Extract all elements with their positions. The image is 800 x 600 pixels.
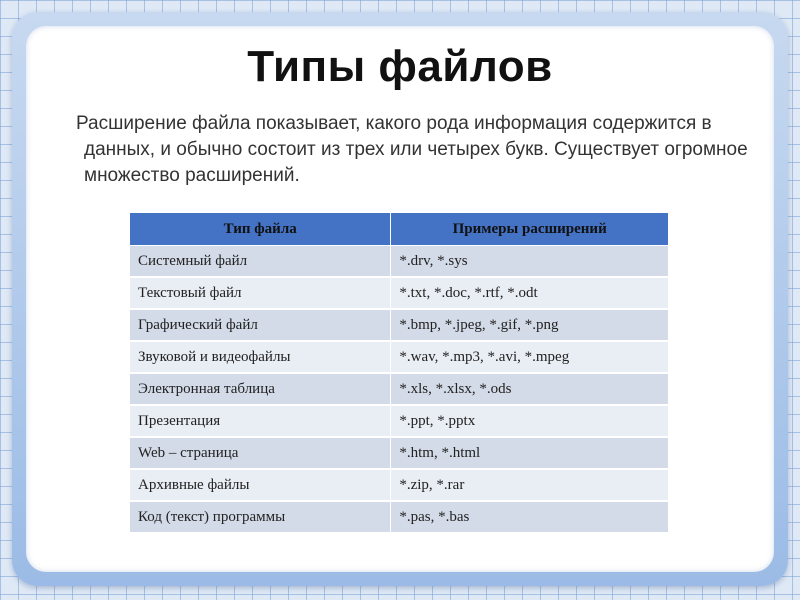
slide-title: Типы файлов: [247, 42, 553, 91]
extensions-cell: *.bmp, *.jpeg, *.gif, *.png: [391, 309, 669, 341]
table-row: [130, 373, 669, 405]
file-type-cell: Код (текст) программы: [130, 501, 391, 533]
file-type-cell: Графический файл: [130, 309, 391, 341]
table-row: [130, 405, 669, 437]
table-row: [130, 309, 669, 341]
extensions-cell: *.txt, *.doc, *.rtf, *.odt: [391, 277, 669, 309]
extensions-cell: *.ppt, *.pptx: [391, 405, 669, 437]
intro-paragraph: Расширение файла показывает, какого рода информация содержится в данных, и обычно состоит из трех или четырех букв. Существует огромное множество расширений.: [76, 113, 748, 186]
header-extension-examples: Примеры расширений: [391, 213, 669, 246]
extensions-cell: *.drv, *.sys: [391, 246, 669, 278]
table-row: [130, 246, 669, 278]
table-row: [130, 341, 669, 373]
header-file-type: Тип файла: [130, 213, 391, 246]
table-row: [130, 277, 669, 309]
extensions-cell: *.xls, *.xlsx, *.ods: [391, 373, 669, 405]
file-type-cell: Звуковой и видеофайлы: [130, 341, 391, 373]
file-type-cell: Web – страница: [130, 437, 391, 469]
file-types-table: [129, 212, 669, 534]
extensions-cell: *.pas, *.bas: [391, 501, 669, 533]
extensions-cell: *.zip, *.rar: [391, 469, 669, 501]
file-type-cell: Текстовый файл: [130, 277, 391, 309]
file-type-cell: Электронная таблица: [130, 373, 391, 405]
file-type-cell: Системный файл: [130, 246, 391, 278]
table-row: [130, 437, 669, 469]
table-row: [130, 501, 669, 533]
table-header-row: [130, 213, 669, 246]
extensions-cell: *.wav, *.mp3, *.avi, *.mpeg: [391, 341, 669, 373]
file-type-cell: Архивные файлы: [130, 469, 391, 501]
file-types-table-container: [129, 212, 669, 534]
file-type-cell: Презентация: [130, 405, 391, 437]
extensions-cell: *.htm, *.html: [391, 437, 669, 469]
table-row: [130, 469, 669, 501]
